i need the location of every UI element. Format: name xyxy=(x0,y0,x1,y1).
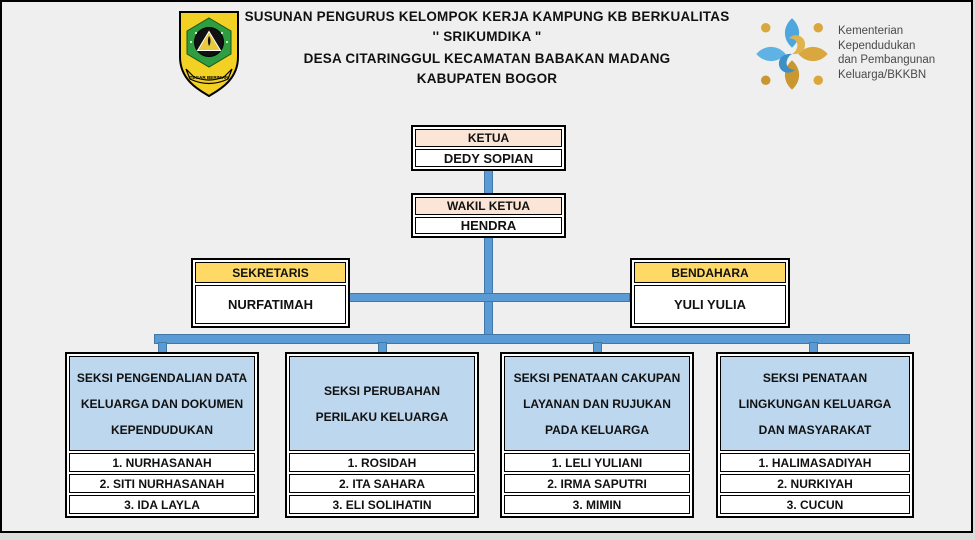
title-line-3: DESA CITARINGGUL KECAMATAN BABAKAN MADANG xyxy=(303,51,671,66)
member-row: 3. MIMIN xyxy=(504,495,690,514)
connector-sekretaris-bendahara xyxy=(349,293,630,302)
box-sekretaris xyxy=(191,258,350,328)
page-title xyxy=(162,7,812,89)
bkkbn-text-line: Kependudukan xyxy=(838,39,916,52)
box-bendahara xyxy=(630,258,790,328)
title-line-1: SUSUNAN PENGURUS KELOMPOK KERJA KAMPUNG KB BERKUALITAS xyxy=(244,9,730,24)
member-row: 2. SITI NURHASANAH xyxy=(69,474,255,493)
seksi-title: SEKSI PERUBAHAN PERILAKU KELUARGA xyxy=(289,356,475,451)
seksi-title: SEKSI PENATAAN LINGKUNGAN KELUARGA DAN MASYARAKAT xyxy=(720,356,910,451)
box-bendahara-title: BENDAHARA xyxy=(634,262,786,283)
bkkbn-wordmark xyxy=(838,24,935,82)
member-row: 3. IDA LAYLA xyxy=(69,495,255,514)
member-row: 3. ELI SOLIHATIN xyxy=(289,495,475,514)
member-row: 1. NURHASANAH xyxy=(69,453,255,472)
bkkbn-text-line: Kementerian xyxy=(838,25,904,37)
bkkbn-flower-icon xyxy=(750,12,834,96)
connector-ketua-wakil xyxy=(484,168,493,195)
seksi-title: SEKSI PENATAAN CAKUPAN LAYANAN DAN RUJUKAN PADA KELUARGA xyxy=(504,356,690,451)
member-row: 1. LELI YULIANI xyxy=(504,453,690,472)
box-seksi-perubahan-perilaku xyxy=(285,352,479,518)
member-row: 2. ITA SAHARA xyxy=(289,474,475,493)
title-line-2: '' SRIKUMDIKA " xyxy=(432,29,542,44)
member-row: 2. IRMA SAPUTRI xyxy=(504,474,690,493)
bkkbn-text-line: Keluarga/BKKBN xyxy=(838,68,927,81)
seksi-title: SEKSI PENGENDALIAN DATA KELUARGA DAN DOKUMEN KEPENDUDUKAN xyxy=(69,356,255,451)
box-seksi-pengendalian-data xyxy=(65,352,259,518)
box-seksi-penataan-lingkungan xyxy=(716,352,914,518)
box-wakil-ketua xyxy=(411,193,566,238)
box-wakil-ketua-name: HENDRA xyxy=(415,217,562,234)
member-row: 1. ROSIDAH xyxy=(289,453,475,472)
member-row: 1. HALIMASADIYAH xyxy=(720,453,910,472)
member-row: 3. CUCUN xyxy=(720,495,910,514)
box-ketua-title: KETUA xyxy=(415,129,562,147)
box-seksi-penataan-cakupan xyxy=(500,352,694,518)
connector-wakil-bus xyxy=(484,236,493,344)
box-bendahara-name: YULI YULIA xyxy=(634,285,786,324)
connector-bus xyxy=(154,334,910,344)
member-row: 2. NURKIYAH xyxy=(720,474,910,493)
box-sekretaris-name: NURFATIMAH xyxy=(195,285,346,324)
bogor-motto-text: TEGAR BERIMAN xyxy=(189,75,229,80)
box-ketua-name: DEDY SOPIAN xyxy=(415,149,562,167)
bkkbn-logo xyxy=(750,12,935,96)
box-ketua xyxy=(411,125,566,171)
bkkbn-text-line: dan Pembangunan xyxy=(838,54,936,66)
box-wakil-ketua-title: WAKIL KETUA xyxy=(415,197,562,215)
box-sekretaris-title: SEKRETARIS xyxy=(195,262,346,283)
title-line-4: KABUPATEN BOGOR xyxy=(416,71,558,86)
